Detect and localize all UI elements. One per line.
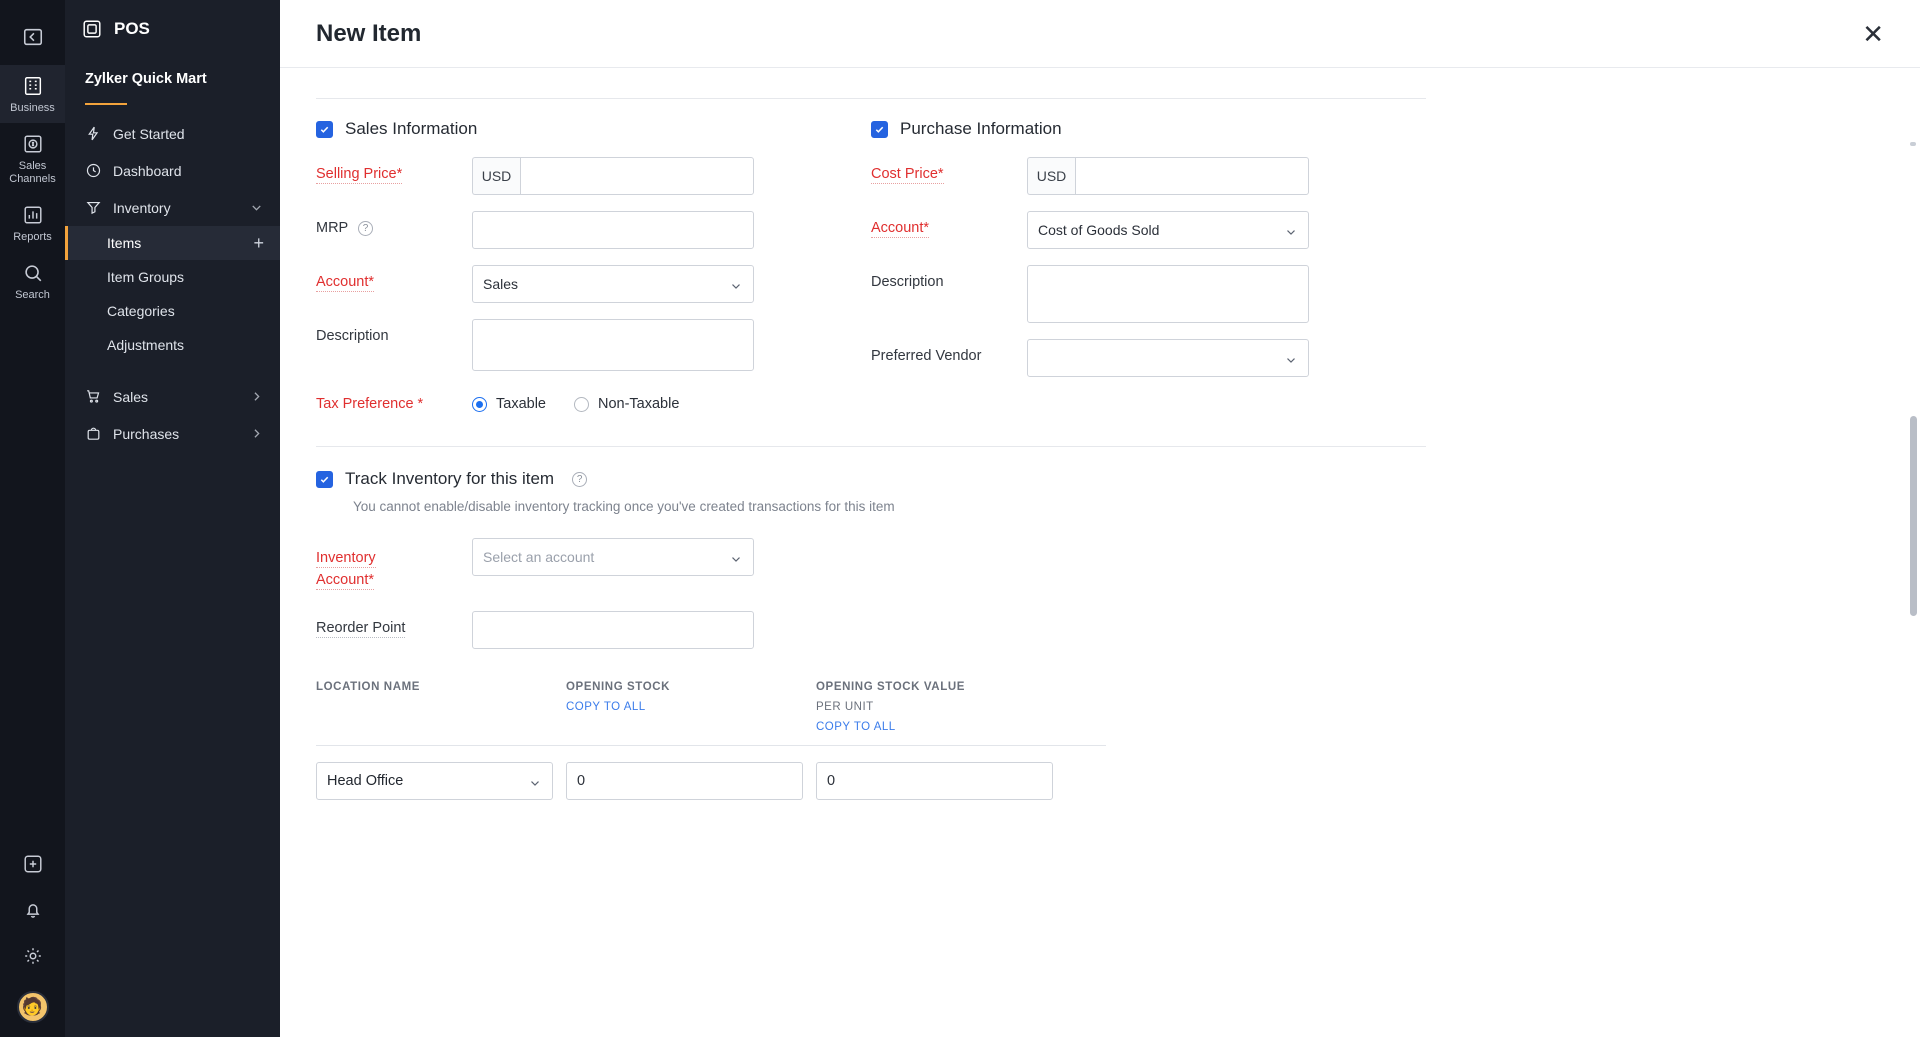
sidebar-item-dashboard[interactable] <box>65 152 280 189</box>
radio-taxable-icon <box>472 397 487 412</box>
sidebar-item-label: Dashboard <box>113 162 182 179</box>
chevron-right-icon <box>249 389 264 404</box>
rail-item-label: Search <box>15 289 50 301</box>
sidebar <box>65 0 280 1037</box>
selling-price-input[interactable] <box>520 157 754 195</box>
preferred-vendor-select[interactable] <box>1027 339 1309 377</box>
sales-account-label: Account* <box>316 274 375 290</box>
reorder-point-input[interactable] <box>472 611 754 649</box>
gear-icon[interactable] <box>22 945 44 967</box>
purchase-account-row <box>871 211 1426 249</box>
chevron-down-icon <box>1284 225 1298 239</box>
tax-preference-label: Tax Preference * <box>316 396 424 412</box>
sidebar-item-label: Purchases <box>113 425 180 442</box>
check-icon <box>874 124 885 135</box>
rail-bottom-group <box>17 853 49 1037</box>
sidebar-item-adjustments[interactable] <box>65 328 280 362</box>
track-inventory-help-icon[interactable]: ? <box>572 472 587 487</box>
locations-table-header <box>316 681 1106 746</box>
page-title: New Item <box>316 19 422 47</box>
sales-description-label: Description <box>316 328 389 344</box>
opening-stock-input[interactable] <box>566 762 803 800</box>
sales-information-checkbox[interactable] <box>316 121 333 138</box>
tax-option-label: Non-Taxable <box>597 396 680 412</box>
bag-icon <box>85 425 102 442</box>
selling-price-field <box>472 157 754 195</box>
funnel-icon <box>85 199 102 216</box>
sales-information-section <box>316 119 871 428</box>
preferred-vendor-label: Preferred Vendor <box>871 348 982 364</box>
location-value: Head Office <box>327 773 404 789</box>
sidebar-item-label: Inventory <box>113 199 171 216</box>
collapse-panel-icon <box>22 26 44 48</box>
form-divider-middle <box>316 446 1426 447</box>
location-cell <box>316 762 566 800</box>
dollar-circle-icon <box>22 133 44 155</box>
mrp-label: MRP ? <box>316 211 472 236</box>
sidebar-item-item-groups[interactable] <box>65 260 280 294</box>
purchase-information-checkbox[interactable] <box>871 121 888 138</box>
modal-scrollbar-top-marker <box>1910 142 1916 146</box>
purchase-information-title: Purchase Information <box>900 119 1062 138</box>
sidebar-item-label: Adjustments <box>107 337 185 353</box>
sidebar-org-underline <box>85 103 127 105</box>
pos-app-icon <box>81 18 103 40</box>
purchase-account-value: Cost of Goods Sold <box>1038 222 1160 238</box>
cost-price-row <box>871 157 1426 195</box>
chevron-down-icon <box>729 279 743 293</box>
sidebar-item-purchases[interactable] <box>65 415 280 452</box>
rail-item-label: Sales Channels <box>9 160 56 185</box>
per-unit-note: PER UNIT <box>816 701 874 713</box>
sidebar-item-categories[interactable] <box>65 294 280 328</box>
sidebar-item-label: Sales <box>113 388 149 405</box>
purchase-description-label: Description <box>871 274 944 290</box>
location-select[interactable] <box>316 762 553 800</box>
cost-price-label: Cost Price* <box>871 166 944 182</box>
cost-price-currency[interactable]: USD <box>1027 157 1075 195</box>
collapse-panel-button[interactable] <box>0 8 65 65</box>
bell-icon[interactable] <box>22 899 44 921</box>
lightning-icon <box>85 125 102 142</box>
copy-to-all-stock-link[interactable]: COPY TO ALL <box>566 701 646 713</box>
purchase-information-header <box>871 119 1426 139</box>
inventory-account-value: Select an account <box>483 549 595 565</box>
sidebar-item-label: Items <box>107 235 142 251</box>
chevron-down-icon <box>528 776 542 790</box>
rail-item-business[interactable] <box>0 65 65 123</box>
sidebar-org-name[interactable]: Zylker Quick Mart <box>85 71 207 87</box>
form-divider-top <box>316 98 1426 99</box>
sales-account-row <box>316 265 871 303</box>
sales-account-select[interactable] <box>472 265 754 303</box>
bar-chart-icon <box>22 204 44 226</box>
sidebar-app-title: POS <box>114 18 150 38</box>
modal-header <box>280 0 1920 68</box>
sidebar-item-get-started[interactable] <box>65 115 280 152</box>
opening-stock-value-cell <box>816 762 1076 800</box>
column-opening-stock: OPENING STOCK COPY TO ALL <box>566 681 816 733</box>
cost-price-input[interactable] <box>1075 157 1309 195</box>
avatar-emoji: 🧑 <box>21 997 44 1016</box>
check-icon <box>319 124 330 135</box>
sales-account-value: Sales <box>483 276 519 292</box>
rail-item-sales-channels[interactable] <box>0 123 65 194</box>
sales-description-row <box>316 319 871 371</box>
column-location-name: LOCATION NAME <box>316 681 421 693</box>
inventory-account-row <box>316 538 1884 591</box>
mrp-input[interactable] <box>472 211 754 249</box>
chevron-down-icon <box>729 552 743 566</box>
info-columns <box>316 119 1884 428</box>
building-icon <box>22 75 44 97</box>
search-icon <box>22 262 44 284</box>
sales-information-title: Sales Information <box>345 119 478 138</box>
sidebar-nav <box>65 115 280 452</box>
track-inventory-title: Track Inventory for this item <box>345 469 555 488</box>
mrp-help-icon[interactable]: ? <box>358 221 373 236</box>
cost-price-field <box>1027 157 1309 195</box>
sidebar-item-label: Categories <box>107 303 175 319</box>
table-row <box>316 746 1106 800</box>
close-icon[interactable]: ✕ <box>1862 18 1884 49</box>
purchase-account-label: Account* <box>871 220 930 236</box>
tax-option-non-taxable[interactable] <box>574 396 679 412</box>
rail-item-reports[interactable] <box>0 194 65 252</box>
copy-to-all-value-link[interactable]: COPY TO ALL <box>816 721 896 733</box>
sidebar-app-header[interactable] <box>65 0 280 57</box>
track-inventory-section <box>316 469 1884 800</box>
sales-description-textarea[interactable] <box>472 319 754 371</box>
modal-scrollbar[interactable] <box>1908 136 1918 1037</box>
sidebar-gap <box>65 362 280 378</box>
add-item-plus-icon[interactable]: + <box>253 233 264 253</box>
sidebar-item-items[interactable] <box>65 226 280 260</box>
column-opening-stock-value: OPENING STOCK VALUE PER UNIT COPY TO ALL <box>816 681 1076 733</box>
radio-non-taxable-icon <box>574 397 589 412</box>
sidebar-item-label: Item Groups <box>107 269 185 285</box>
icon-rail <box>0 0 65 1037</box>
modal-body <box>280 68 1920 1037</box>
chevron-right-icon <box>249 426 264 441</box>
rail-item-label: Reports <box>13 231 52 243</box>
avatar[interactable] <box>17 991 49 1023</box>
selling-price-row <box>316 157 871 195</box>
chevron-down-icon <box>249 200 264 215</box>
clock-icon <box>85 162 102 179</box>
tax-preference-row <box>316 387 871 412</box>
selling-price-label: Selling Price* <box>316 166 403 182</box>
add-square-icon[interactable] <box>22 853 44 875</box>
chevron-down-icon <box>1284 353 1298 367</box>
inventory-account-select[interactable] <box>472 538 754 576</box>
track-inventory-checkbox[interactable] <box>316 471 333 488</box>
tax-preference-options <box>472 387 707 412</box>
opening-stock-cell <box>566 762 816 800</box>
new-item-modal <box>280 0 1920 1037</box>
reorder-point-row <box>316 611 1884 649</box>
preferred-vendor-row <box>871 339 1426 377</box>
sales-information-header <box>316 119 871 139</box>
opening-stock-value-input[interactable] <box>816 762 1053 800</box>
track-inventory-header <box>316 469 1884 489</box>
item-form <box>280 68 1920 800</box>
rail-item-search[interactable] <box>0 252 65 310</box>
rail-item-label: Business <box>10 102 55 114</box>
sidebar-item-sales[interactable] <box>65 378 280 415</box>
tax-option-taxable[interactable] <box>472 396 546 412</box>
purchase-account-select[interactable] <box>1027 211 1309 249</box>
sidebar-item-label: Get Started <box>113 125 185 142</box>
locations-table <box>316 681 1106 800</box>
selling-price-currency[interactable]: USD <box>472 157 520 195</box>
modal-scrollbar-thumb[interactable] <box>1910 416 1917 616</box>
sidebar-item-inventory[interactable] <box>65 189 280 226</box>
reorder-point-label: Reorder Point <box>316 620 406 636</box>
inventory-account-label: Inventory Account* <box>316 550 376 588</box>
tax-option-label: Taxable <box>496 396 546 412</box>
mrp-row <box>316 211 871 249</box>
purchase-description-textarea[interactable] <box>1027 265 1309 323</box>
purchase-description-row <box>871 265 1426 323</box>
purchase-information-section <box>871 119 1426 428</box>
cart-icon <box>85 388 102 405</box>
track-inventory-note: You cannot enable/disable inventory tracking once you've created transactions for this item <box>353 499 895 514</box>
check-icon <box>319 474 330 485</box>
